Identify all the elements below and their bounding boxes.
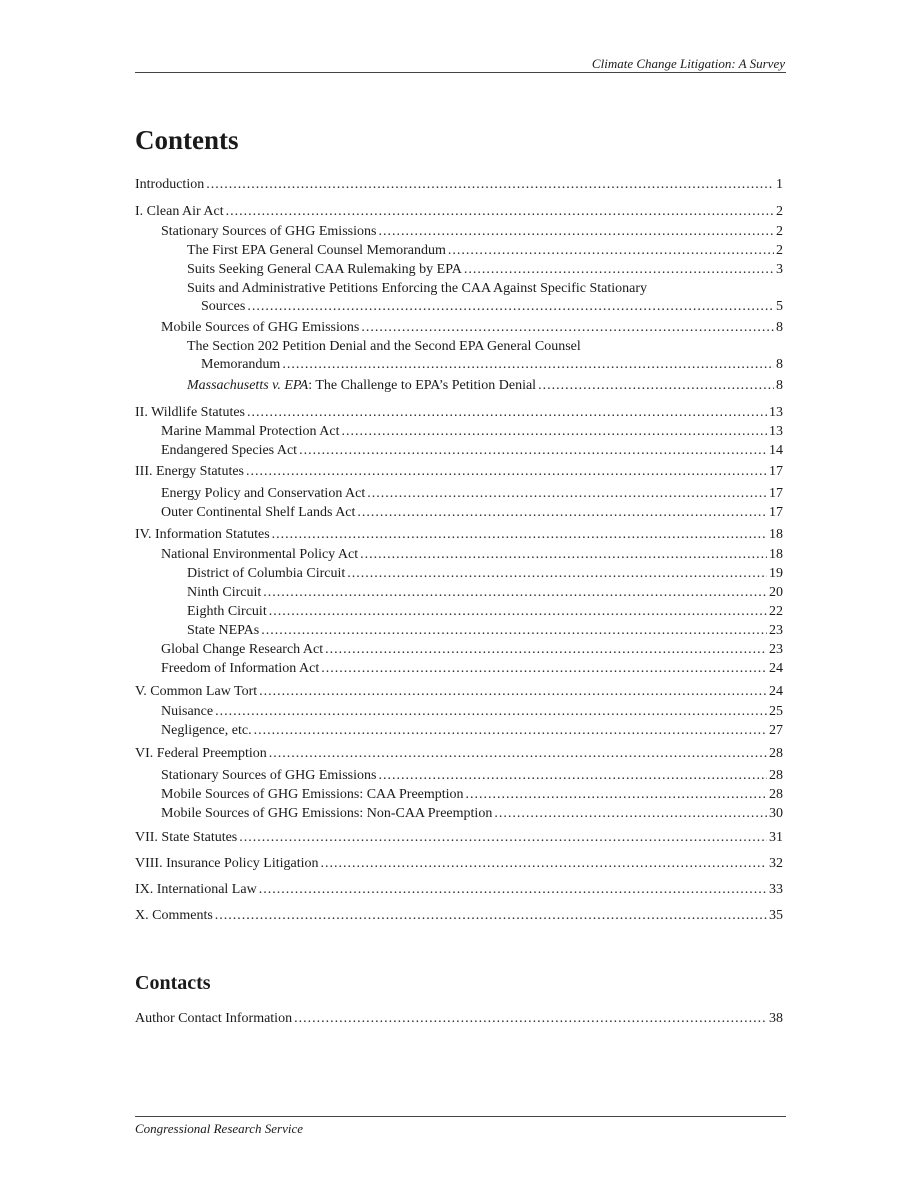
toc-entry-label: X. Comments <box>135 908 213 923</box>
toc-entry-label: The First EPA General Counsel Memorandum <box>187 243 446 258</box>
toc-entry[interactable] <box>161 805 783 823</box>
toc-page-number: 25 <box>769 704 783 719</box>
toc-entry-label: III. Energy Statutes <box>135 464 244 479</box>
toc-entry-label: II. Wildlife Statutes <box>135 405 245 420</box>
toc-entry-label: Outer Continental Shelf Lands Act <box>161 505 356 520</box>
dot-leader <box>247 298 774 316</box>
dot-leader <box>347 565 767 583</box>
toc-page-number: 24 <box>769 661 783 676</box>
dot-leader <box>261 622 767 640</box>
running-footer: Congressional Research Service <box>135 1121 303 1136</box>
toc-entry-label: Author Contact Information <box>135 1011 293 1026</box>
toc-page-number: 2 <box>776 204 783 219</box>
dot-leader <box>321 855 767 873</box>
toc-page-number: 17 <box>769 486 783 501</box>
toc-page-number: 20 <box>769 585 783 600</box>
toc-entry[interactable] <box>161 660 783 678</box>
toc-entry[interactable] <box>161 504 783 522</box>
toc-entry-label: I. Clean Air Act <box>135 204 224 219</box>
toc-page-number: 18 <box>769 527 783 542</box>
toc-entry[interactable] <box>161 722 783 740</box>
dot-leader <box>466 786 767 804</box>
toc-page-number: 31 <box>769 830 783 845</box>
toc-page-number: 2 <box>776 243 783 258</box>
dot-leader <box>367 485 767 503</box>
toc-page-number: 27 <box>769 723 783 738</box>
dot-leader <box>325 641 767 659</box>
dot-leader <box>361 319 774 337</box>
toc-entry-label: VII. State Statutes <box>135 830 238 845</box>
toc-page-number: 17 <box>769 505 783 520</box>
toc-page-number: 28 <box>769 768 783 783</box>
toc-entry-label: Freedom of Information Act <box>161 661 320 676</box>
toc-entry[interactable] <box>161 223 783 241</box>
contacts-heading: Contacts <box>135 972 211 994</box>
toc-entry[interactable] <box>135 526 783 544</box>
dot-leader <box>357 504 767 522</box>
toc-page-number: 17 <box>769 464 783 479</box>
dot-leader <box>215 703 767 721</box>
toc-entry-label: State NEPAs <box>187 623 260 638</box>
toc-page-number: 23 <box>769 642 783 657</box>
dot-leader <box>360 546 767 564</box>
toc-page-number: 3 <box>776 262 783 277</box>
toc-entry-label: IV. Information Statutes <box>135 527 270 542</box>
toc-entry[interactable] <box>187 584 783 602</box>
toc-entry[interactable] <box>135 176 783 194</box>
toc-page-number: 28 <box>769 746 783 761</box>
dot-leader <box>239 829 767 847</box>
toc-entry[interactable] <box>135 683 783 701</box>
dot-leader <box>226 203 774 221</box>
toc-entry-label: Energy Policy and Conservation Act <box>161 486 366 501</box>
toc-entry[interactable] <box>187 622 783 640</box>
toc-entry[interactable] <box>187 377 783 395</box>
toc-entry-label <box>187 377 536 395</box>
toc-entry-label: VI. Federal Preemption <box>135 746 267 761</box>
toc-entry-label-continued: Memorandum <box>201 357 281 372</box>
dot-leader <box>282 356 774 374</box>
toc-entry[interactable] <box>135 203 783 221</box>
toc-entry[interactable] <box>187 280 783 318</box>
toc-entry-label: Global Change Research Act <box>161 642 324 657</box>
toc-page-number: 18 <box>769 547 783 562</box>
dot-leader <box>246 463 767 481</box>
toc-entry[interactable] <box>135 745 783 763</box>
toc-entry[interactable] <box>135 1010 783 1028</box>
toc-entry-label: IX. International Law <box>135 882 257 897</box>
dot-leader <box>269 603 767 621</box>
toc-entry-label: Introduction <box>135 177 205 192</box>
toc-entry-label: Nuisance <box>161 704 214 719</box>
toc-entry[interactable] <box>135 404 783 422</box>
toc-entry-label: Stationary Sources of GHG Emissions <box>161 768 377 783</box>
toc-page-number: 5 <box>776 299 783 314</box>
toc-page-number: 22 <box>769 604 783 619</box>
dot-leader <box>259 881 767 899</box>
toc-entry[interactable] <box>187 242 783 260</box>
dot-leader <box>272 526 767 544</box>
toc-entry-label: Suits Seeking General CAA Rulemaking by EPA <box>187 262 462 277</box>
dot-leader <box>494 805 767 823</box>
toc-page-number: 8 <box>776 357 783 372</box>
toc-entry[interactable] <box>161 767 783 785</box>
toc-entry[interactable] <box>161 703 783 721</box>
dot-leader <box>215 907 767 925</box>
dot-leader <box>259 683 767 701</box>
toc-entry[interactable] <box>161 319 783 337</box>
toc-entry-label: VIII. Insurance Policy Litigation <box>135 856 319 871</box>
toc-entry[interactable] <box>161 786 783 804</box>
toc-page-number: 35 <box>769 908 783 923</box>
toc-page-number: 1 <box>776 177 783 192</box>
dot-leader <box>206 176 774 194</box>
toc-entry-label: District of Columbia Circuit <box>187 566 346 581</box>
toc-entry-label: Ninth Circuit <box>187 585 262 600</box>
dot-leader <box>269 745 767 763</box>
toc-entry-label: V. Common Law Tort <box>135 684 258 699</box>
running-header: Climate Change Litigation: A Survey <box>591 56 785 71</box>
toc-entry-label: Marine Mammal Protection Act <box>161 424 340 439</box>
toc-entry[interactable] <box>161 641 783 659</box>
toc-entry-label-continued: Sources <box>201 299 246 314</box>
toc-entry[interactable] <box>135 855 783 873</box>
dot-leader <box>299 442 767 460</box>
toc-entry-label: Mobile Sources of GHG Emissions: CAA Preemption <box>161 787 464 802</box>
dot-leader <box>448 242 774 260</box>
toc-page-number: 2 <box>776 224 783 239</box>
toc-entry[interactable] <box>135 881 783 899</box>
dot-leader <box>254 722 767 740</box>
toc-entry-label: Negligence, etc. <box>161 723 252 738</box>
toc-entry-label-italic: Massachusetts v. EPA <box>187 378 309 393</box>
toc-entry[interactable] <box>135 463 783 481</box>
dot-leader <box>247 404 767 422</box>
toc-entry-label: Suits and Administrative Petitions Enforcing the CAA Against Specific Stationary <box>187 281 648 296</box>
toc-entry[interactable] <box>187 603 783 621</box>
dot-leader <box>378 223 774 241</box>
toc-page-number: 23 <box>769 623 783 638</box>
toc-page-number: 24 <box>769 684 783 699</box>
dot-leader <box>321 660 767 678</box>
dot-leader <box>378 767 767 785</box>
toc-entry[interactable] <box>187 261 783 279</box>
toc-page-number: 28 <box>769 787 783 802</box>
toc-entry-label: Mobile Sources of GHG Emissions: Non-CAA Preemption <box>161 806 493 821</box>
toc-entry-label: The Section 202 Petition Denial and the Second EPA General Counsel <box>187 339 581 354</box>
contents-heading: Contents <box>135 125 239 155</box>
toc-page-number: 30 <box>769 806 783 821</box>
toc-entry-label: Stationary Sources of GHG Emissions <box>161 224 377 239</box>
header-rule <box>135 72 786 73</box>
dot-leader <box>538 377 774 395</box>
toc-page-number: 32 <box>769 856 783 871</box>
dot-leader <box>263 584 767 602</box>
toc-entry-label: Endangered Species Act <box>161 443 298 458</box>
toc-entry-label: Eighth Circuit <box>187 604 267 619</box>
dot-leader <box>464 261 774 279</box>
toc-entry[interactable] <box>161 423 783 441</box>
toc-page-number: 13 <box>769 405 783 420</box>
dot-leader <box>341 423 767 441</box>
toc-entry[interactable] <box>161 485 783 503</box>
toc-page-number: 8 <box>776 378 783 393</box>
toc-page-number: 13 <box>769 424 783 439</box>
toc-entry-label-rest: : The Challenge to EPA’s Petition Denial <box>308 378 537 393</box>
toc-page-number: 19 <box>769 566 783 581</box>
toc-entry-label: National Environmental Policy Act <box>161 547 359 562</box>
toc-entry[interactable] <box>135 829 783 847</box>
toc-entry[interactable] <box>161 442 783 460</box>
toc-entry[interactable] <box>187 565 783 583</box>
toc-page-number: 38 <box>769 1011 783 1026</box>
toc-page-number: 33 <box>769 882 783 897</box>
toc-page-number: 14 <box>769 443 783 458</box>
footer-rule <box>135 1116 786 1117</box>
toc-entry-label: Mobile Sources of GHG Emissions <box>161 320 360 335</box>
toc-entry[interactable] <box>187 338 783 376</box>
dot-leader <box>294 1010 767 1028</box>
toc-page-number: 8 <box>776 320 783 335</box>
toc-entry[interactable] <box>135 907 783 925</box>
toc-entry[interactable] <box>161 546 783 564</box>
